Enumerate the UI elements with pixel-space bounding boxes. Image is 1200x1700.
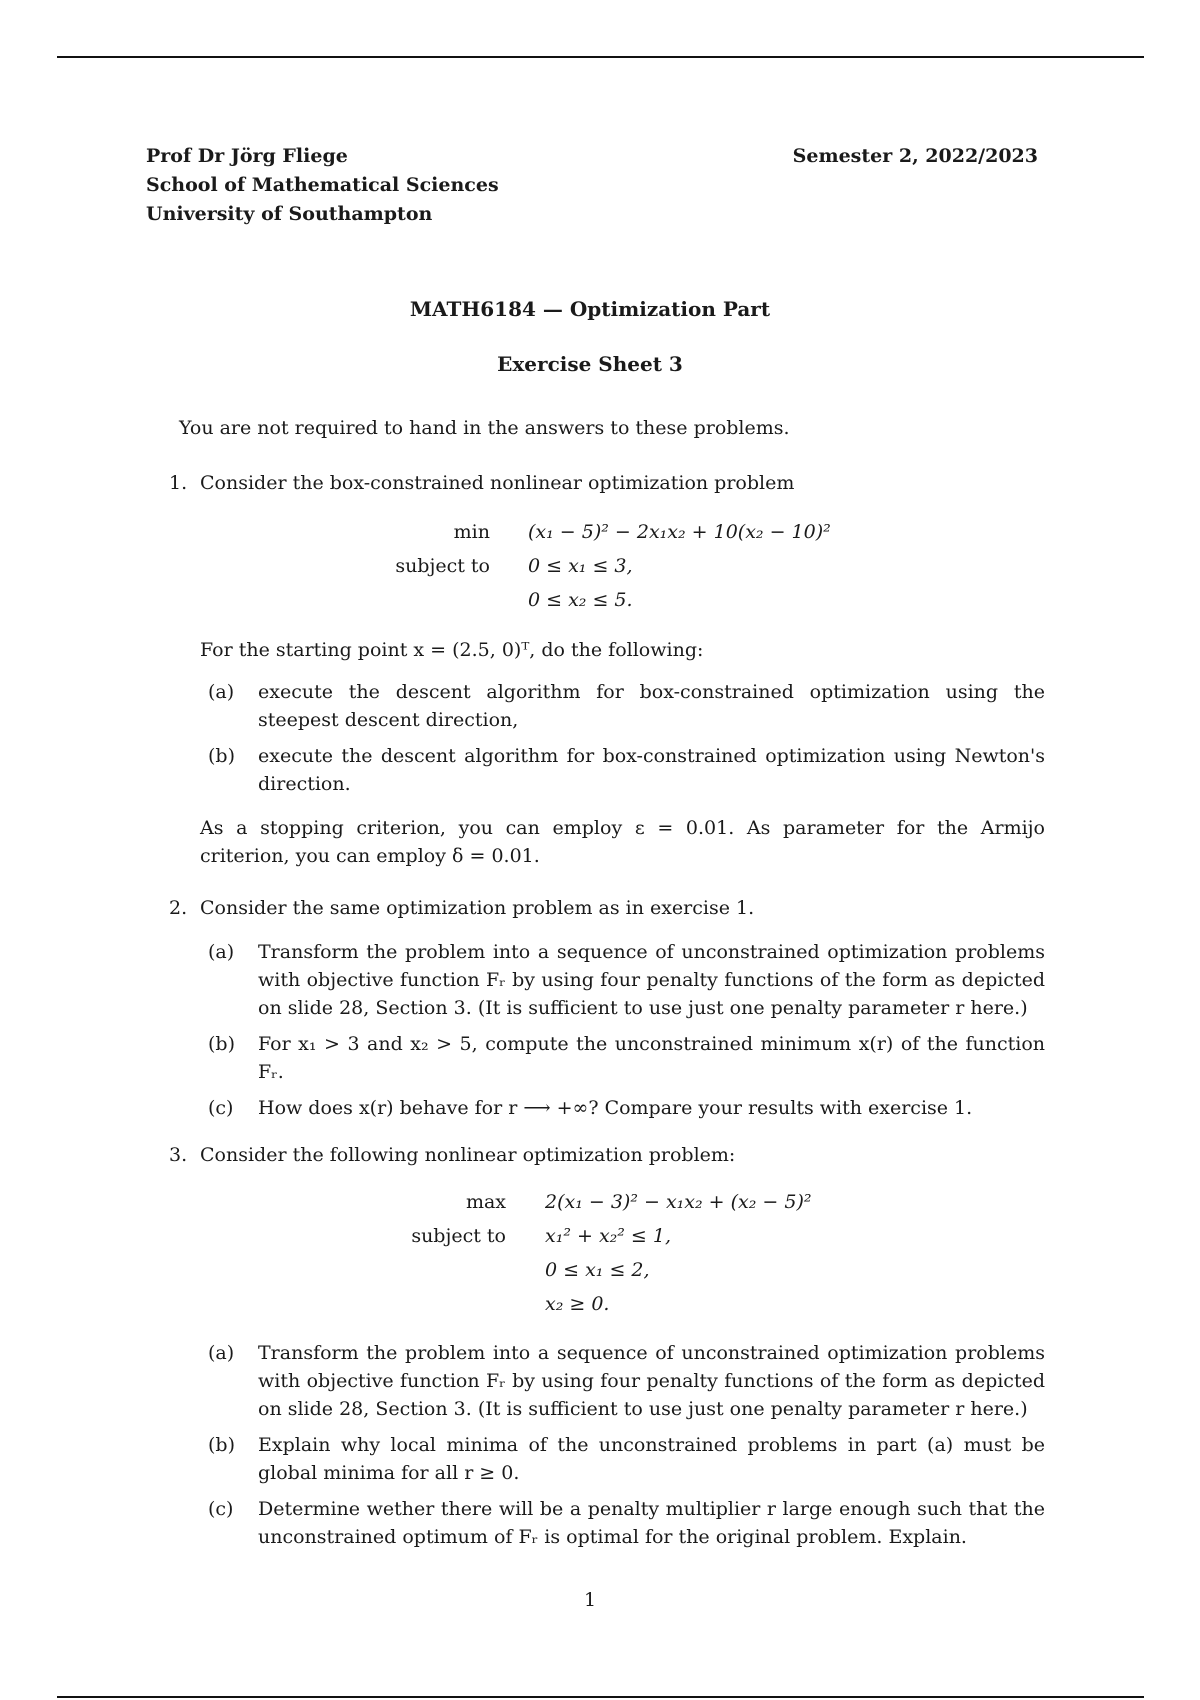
constraint-2: 0 ≤ x₁ ≤ 2,: [545, 1259, 650, 1281]
part-c: [170, 1495, 1045, 1551]
part-a: [170, 1339, 1045, 1423]
part-label: (a): [208, 941, 235, 963]
top-rule: [57, 56, 1144, 58]
exercise-number: 2.: [169, 897, 188, 919]
constraint-1: x₁² + x₂² ≤ 1,: [545, 1225, 672, 1247]
constraint-2: 0 ≤ x₂ ≤ 5.: [528, 589, 633, 611]
exercise-number: 3.: [169, 1144, 188, 1166]
exercise-1: [170, 469, 1045, 497]
stopping-criterion: As a stopping criterion, you can employ ε = 0.01. As parameter for the Armijo criterion, you can employ δ = 0.01.: [200, 817, 1045, 867]
exercise-lead: Consider the same optimization problem as in exercise 1.: [200, 897, 755, 919]
exercise-1-parts: [170, 636, 1045, 870]
objective: 2(x₁ − 3)² − x₁x₂ + (x₂ − 5)²: [545, 1191, 812, 1213]
university-name: University of Southampton: [146, 203, 433, 225]
part-b: [170, 1030, 1045, 1086]
part-label: (c): [208, 1097, 234, 1119]
intro-text: You are not required to hand in the answers to these problems.: [179, 417, 790, 439]
starting-point: For the starting point x = (2.5, 0)ᵀ, do the following:: [200, 639, 704, 661]
page-number: 1: [583, 1589, 597, 1611]
subject-to-label: subject to: [411, 1225, 506, 1247]
part-label: (a): [208, 1342, 235, 1364]
part-text: Transform the problem into a sequence of unconstrained optimization problems with objective function Fᵣ by using four penalty functions of the form as depicted on slide 28, Section 3. (It is sufficient to use just one penalty parameter r here.): [258, 941, 1045, 1019]
part-a: [170, 678, 1045, 734]
part-label: (a): [208, 681, 235, 703]
part-label: (b): [208, 1434, 235, 1456]
min-label: min: [453, 521, 490, 543]
part-text: execute the descent algorithm for box-constrained optimization using Newton's direction.: [258, 745, 1045, 795]
sheet-title: Exercise Sheet 3: [497, 352, 683, 376]
part-text: Determine wether there will be a penalty multiplier r large enough such that the unconstrained optimum of Fᵣ is optimal for the original problem. Explain.: [258, 1498, 1045, 1548]
author-block: [146, 142, 499, 229]
subject-to-label: subject to: [395, 555, 490, 577]
exercise-lead: Consider the following nonlinear optimization problem:: [200, 1144, 736, 1166]
exercise-number: 1.: [169, 472, 188, 494]
exercise-lead: Consider the box-constrained nonlinear optimization problem: [200, 472, 795, 494]
part-text: Transform the problem into a sequence of unconstrained optimization problems with objective function Fᵣ by using four penalty functions of the form as depicted on slide 28, Section 3. (It is sufficient to use just one penalty parameter r here.): [258, 1342, 1045, 1420]
part-b: [170, 742, 1045, 798]
exercise-1-formula: [0, 515, 1200, 625]
part-label: (b): [208, 1033, 235, 1055]
part-text: How does x(r) behave for r ⟶ +∞? Compare your results with exercise 1.: [258, 1097, 973, 1119]
exercise-3-parts: [170, 1339, 1045, 1551]
max-label: max: [465, 1191, 506, 1213]
part-b: [170, 1431, 1045, 1487]
part-text: execute the descent algorithm for box-constrained optimization using the steepest descent direction,: [258, 681, 1045, 731]
school-name: School of Mathematical Sciences: [146, 174, 499, 196]
bottom-rule: [57, 1696, 1144, 1698]
exercise-2: [170, 894, 1045, 1122]
part-text: For x₁ > 3 and x₂ > 5, compute the unconstrained minimum x(r) of the function Fᵣ.: [258, 1033, 1045, 1083]
part-text: Explain why local minima of the unconstrained problems in part (a) must be global minima for all r ≥ 0.: [258, 1434, 1045, 1484]
constraint-1: 0 ≤ x₁ ≤ 3,: [528, 555, 633, 577]
part-label: (b): [208, 745, 235, 767]
exercise-3: [170, 1141, 1045, 1169]
author-name: Prof Dr Jörg Fliege: [146, 145, 348, 167]
course-title: MATH6184 — Optimization Part: [409, 297, 771, 321]
exercise-3-formula: [0, 1185, 1200, 1325]
part-a: [170, 938, 1045, 1022]
part-label: (c): [208, 1498, 234, 1520]
semester: Semester 2, 2022/2023: [792, 145, 1038, 167]
constraint-3: x₂ ≥ 0.: [545, 1293, 610, 1315]
objective: (x₁ − 5)² − 2x₁x₂ + 10(x₂ − 10)²: [528, 521, 831, 543]
part-c: [170, 1094, 1045, 1122]
